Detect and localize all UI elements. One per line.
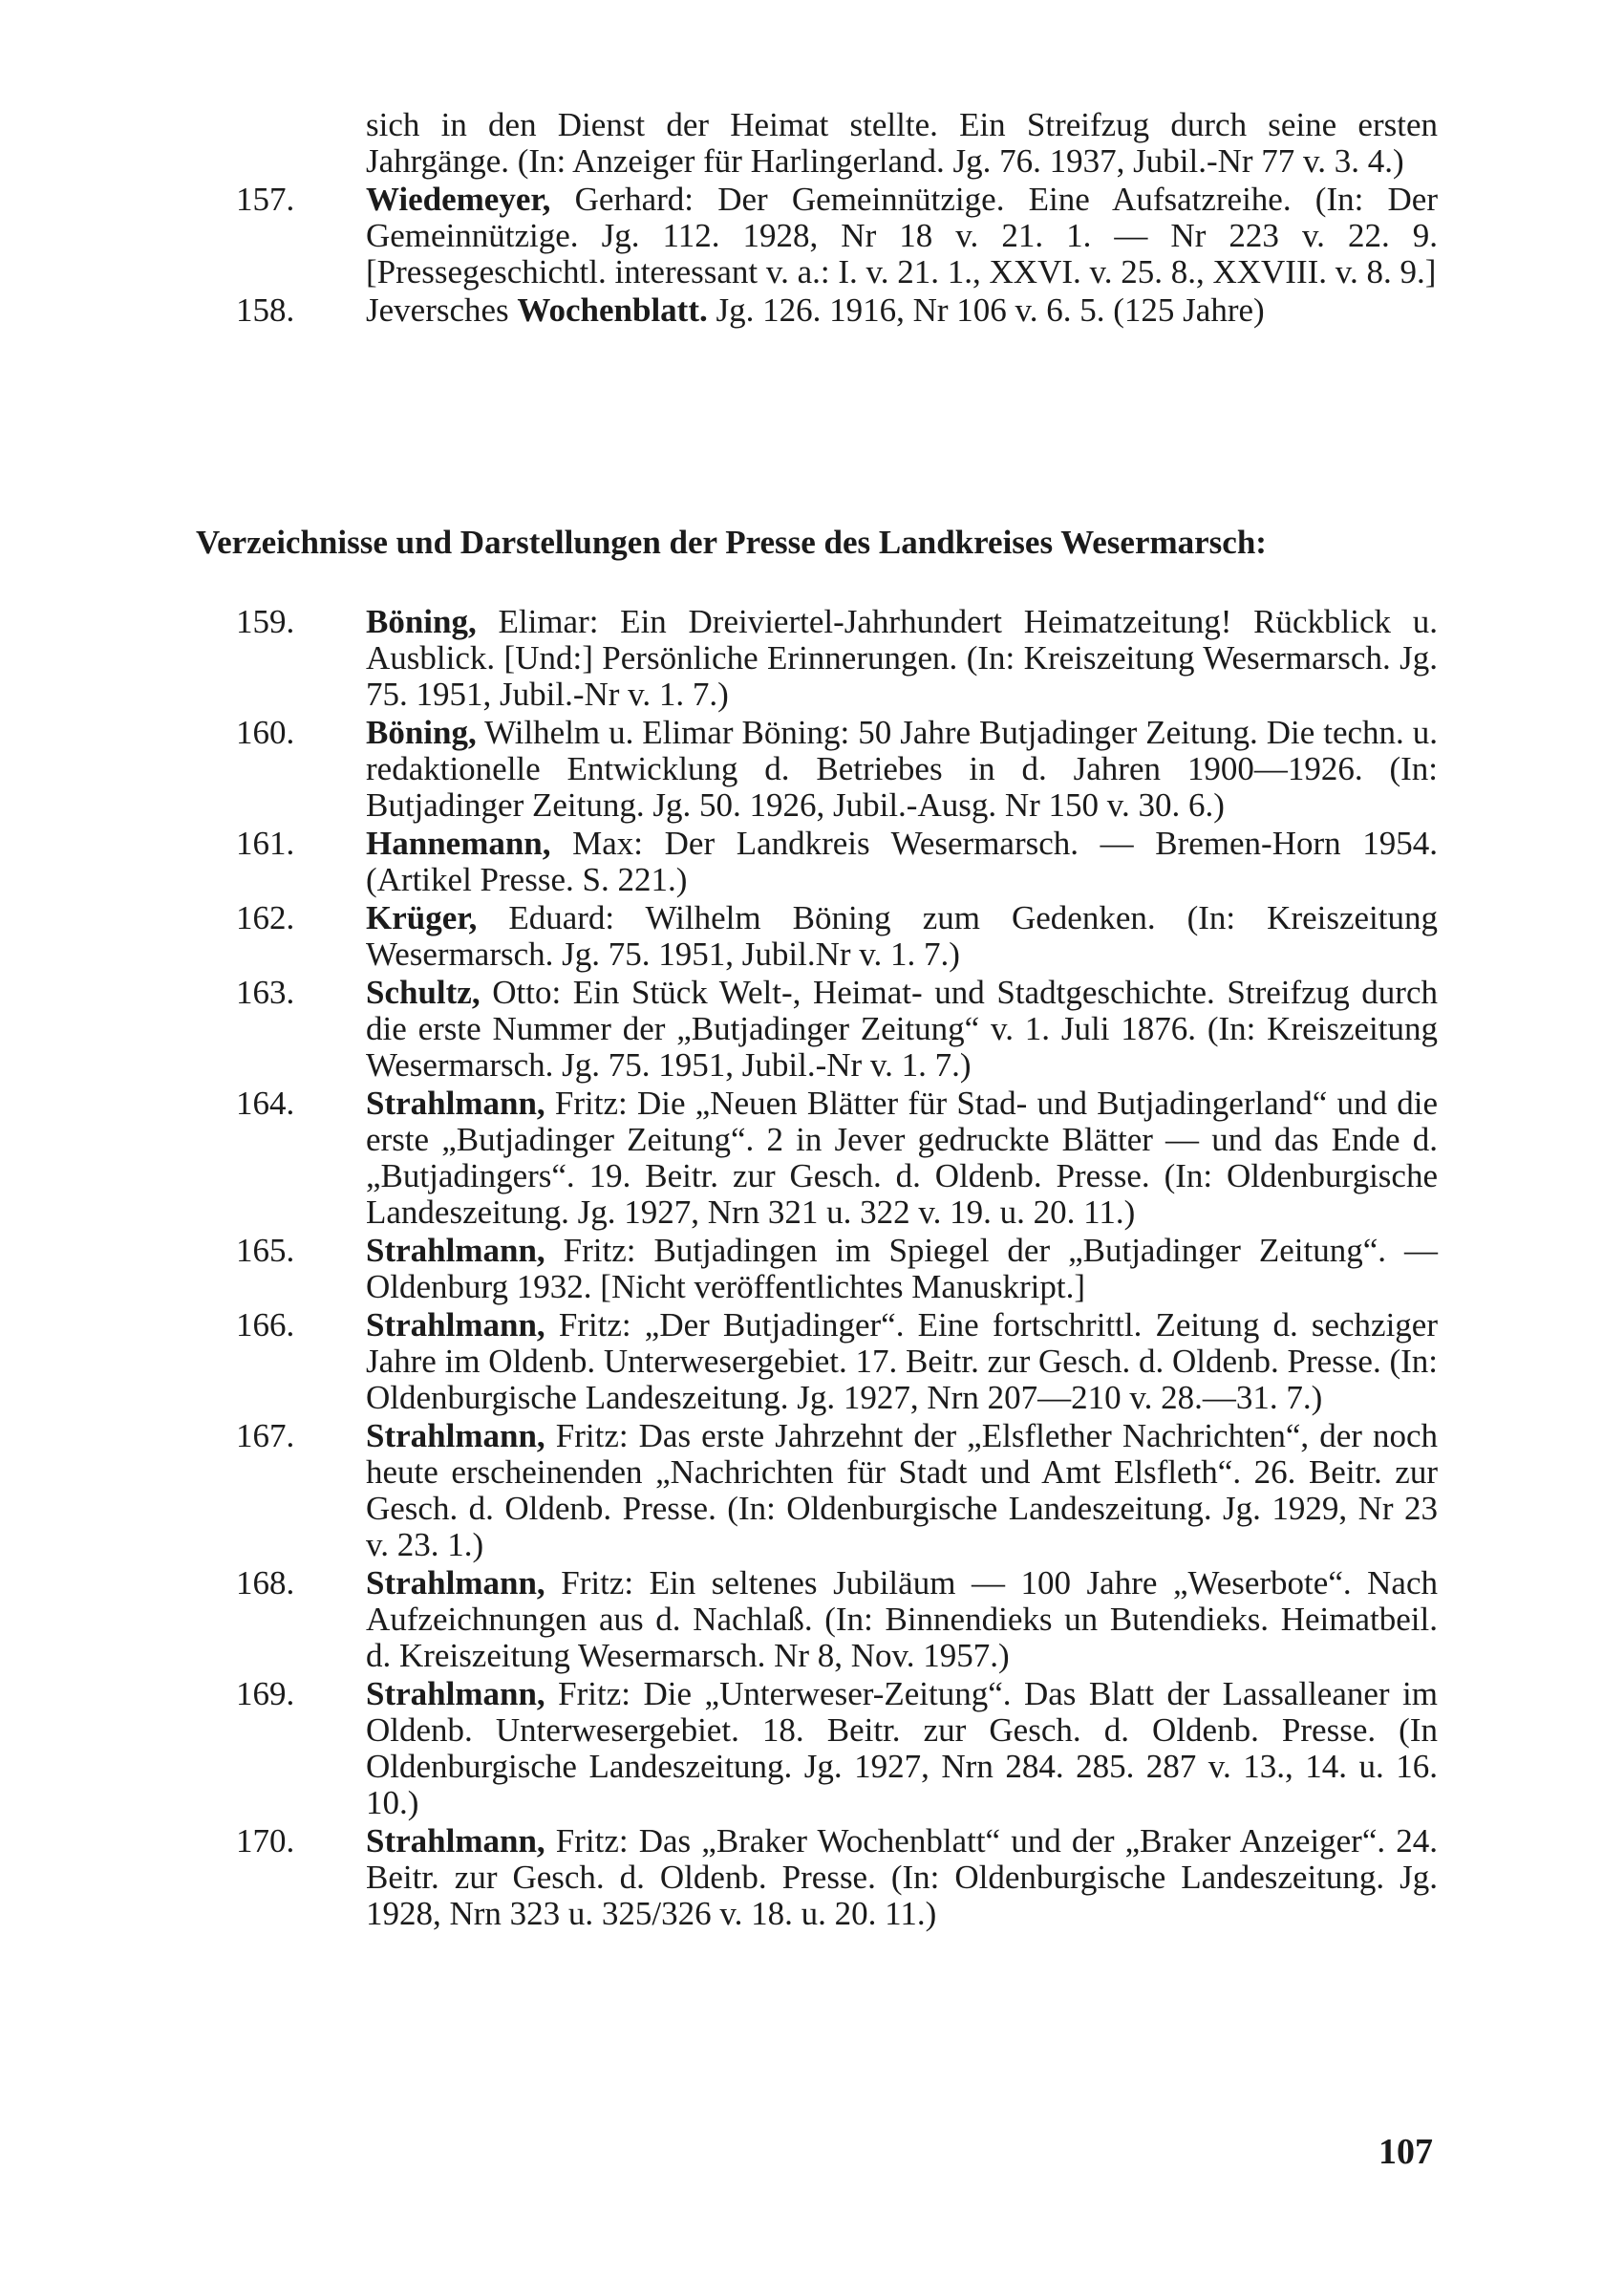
entry-author: Krüger,: [366, 899, 478, 936]
entry-text: Fritz: Die „Neuen Blätter für Stad- und Butjadingerland“ und die erste „Butjadinger Zeitung“. 2 in Jever gedruckte Blätter — und das Ende d. „Butjadingers“. 19. Beitr. zur Gesch. d. Oldenb. Presse. (In: Oldenburgische Landeszeitung. Jg. 1927, Nrn 321 u. 322 v. 19. u. 20. 11.): [366, 1085, 1438, 1231]
bib-entry-164: [196, 1086, 1438, 1231]
entry-author: Strahlmann,: [366, 1232, 545, 1269]
bib-entry-160: [196, 715, 1438, 824]
entry-number: 165.: [236, 1232, 295, 1269]
bib-entry-157: [196, 182, 1438, 290]
bib-entry-167: [196, 1418, 1438, 1563]
entry-author: Hannemann,: [366, 825, 551, 862]
bib-entry-159: [196, 604, 1438, 713]
bib-entry-158: [196, 292, 1438, 329]
entry-author: Böning,: [366, 714, 477, 751]
bib-entry-168: [196, 1565, 1438, 1674]
entry-number: 158.: [236, 291, 295, 329]
entry-number: 167.: [236, 1417, 295, 1454]
entry-author: Strahlmann,: [366, 1675, 545, 1712]
entry-number: 159.: [236, 603, 295, 640]
entry-text: Elimar: Ein Dreiviertel-Jahrhundert Heimatzeitung! Rückblick u. Ausblick. [Und:] Persönliche Erinnerungen. (In: Kreiszeitung Wesermarsch. Jg. 75. 1951, Jubil.-Nr v. 1. 7.): [366, 603, 1438, 713]
entry-number: 169.: [236, 1675, 295, 1712]
entry-text-prefix: Jeversches: [366, 291, 518, 329]
entry-author: Strahlmann,: [366, 1822, 545, 1860]
entry-text: Jg. 126. 1916, Nr 106 v. 6. 5. (125 Jahre): [707, 291, 1265, 329]
entry-author: Strahlmann,: [366, 1564, 545, 1602]
entries-list: [196, 604, 1438, 1932]
entry-text: Fritz: Die „Unterweser-Zeitung“. Das Blatt der Lassalleaner im Oldenb. Unterwesergebiet. 18. Beitr. zur Gesch. d. Oldenb. Presse. (In Oldenburgische Landeszeitung. Jg. 1927, Nrn 284. 285. 287 v. 13., 14. u. 16. 10.): [366, 1675, 1438, 1821]
entry-number: 168.: [236, 1564, 295, 1602]
entry-text: Max: Der Landkreis Wesermarsch. — Bremen-Horn 1954. (Artikel Presse. S. 221.): [366, 825, 1438, 898]
entry-number: 160.: [236, 714, 295, 751]
entry-text: Fritz: Ein seltenes Jubiläum — 100 Jahre „Weserbote“. Nach Aufzeichnungen aus d. Nachlaß. (In: Binnendieks un Butendieks. Heimatbeil. d. Kreiszeitung Wesermarsch. Nr 8, Nov. 1957.): [366, 1564, 1438, 1674]
entry-number: 157.: [236, 181, 295, 218]
entry-author: Strahlmann,: [366, 1085, 545, 1122]
entry-text: Otto: Ein Stück Welt-, Heimat- und Stadtgeschichte. Streifzug durch die erste Nummer der „Butjadinger Zeitung“ v. 1. Juli 1876. (In: Kreiszeitung Wesermarsch. Jg. 75. 1951, Jubil.-Nr v. 1. 7.): [366, 974, 1438, 1084]
entry-author: Wiedemeyer,: [366, 181, 551, 218]
entry-author: Schultz,: [366, 974, 481, 1011]
page-number: 107: [1378, 2132, 1433, 2172]
entry-number: 161.: [236, 825, 295, 862]
bib-entry-161: [196, 826, 1438, 898]
entry-number: 170.: [236, 1822, 295, 1860]
entry-author: Böning,: [366, 603, 477, 640]
bib-entry-165: [196, 1233, 1438, 1305]
entry-text: Fritz: „Der Butjadinger“. Eine fortschrittl. Zeitung d. sechziger Jahre im Oldenb. Unterwesergebiet. 17. Beitr. zur Gesch. d. Oldenb. Presse. (In: Oldenburgische Landeszeitung. Jg. 1927, Nrn 207—210 v. 28.—31. 7.): [366, 1306, 1438, 1416]
entry-text: Gerhard: Der Gemeinnützige. Eine Aufsatzreihe. (In: Der Gemeinnützige. Jg. 112. 1928, Nr 18 v. 21. 1. — Nr 223 v. 22. 9. [Pressegeschichtl. interessant v. a.: I. v. 21. 1., XXVI. v. 25. 8., XXVIII. v. 8. 9.]: [366, 181, 1438, 290]
entry-text: Fritz: Butjadingen im Spiegel der „Butjadinger Zeitung“. — Oldenburg 1932. [Nicht veröffentlichtes Manuskript.]: [366, 1232, 1438, 1305]
bib-entry-162: [196, 900, 1438, 973]
entry-title-bold: Wochenblatt.: [517, 291, 708, 329]
entry-text: Eduard: Wilhelm Böning zum Gedenken. (In: Kreiszeitung Wesermarsch. Jg. 75. 1951, Jubil.Nr v. 1. 7.): [366, 899, 1438, 973]
bib-entry-166: [196, 1307, 1438, 1416]
entry-number: 166.: [236, 1306, 295, 1344]
entry-author: Strahlmann,: [366, 1417, 545, 1454]
entry-number: 162.: [236, 899, 295, 936]
entry-number: 164.: [236, 1085, 295, 1122]
entry-number: 163.: [236, 974, 295, 1011]
entry-text: Fritz: Das erste Jahrzehnt der „Elsflether Nachrichten“, der noch heute erscheinenden „Nachrichten für Stadt und Amt Elsfleth“. 26. Beitr. zur Gesch. d. Oldenb. Presse. (In: Oldenburgische Landeszeitung. Jg. 1929, Nr 23 v. 23. 1.): [366, 1417, 1438, 1563]
section-heading: Verzeichnisse und Darstellungen der Presse des Landkreises Wesermarsch:: [196, 524, 1267, 561]
bib-entry-169: [196, 1676, 1438, 1821]
top-block: [196, 107, 1438, 329]
entry-text: Fritz: Das „Braker Wochenblatt“ und der „Braker Anzeiger“. 24. Beitr. zur Gesch. d. Oldenb. Presse. (In: Oldenburgische Landeszeitung. Jg. 1928, Nrn 323 u. 325/326 v. 18. u. 20. 11.): [366, 1822, 1438, 1932]
entry-author: Strahlmann,: [366, 1306, 545, 1344]
bib-entry-163: [196, 975, 1438, 1084]
entry-text: Wilhelm u. Elimar Böning: 50 Jahre Butjadinger Zeitung. Die techn. u. redaktionelle Entwicklung d. Betriebes in d. Jahren 1900—1926. (In: Butjadinger Zeitung. Jg. 50. 1926, Jubil.-Ausg. Nr 150 v. 30. 6.): [366, 714, 1438, 824]
bib-entry-170: [196, 1823, 1438, 1932]
continuation-text: sich in den Dienst der Heimat stellte. Ein Streifzug durch seine ersten Jahrgänge. (In: Anzeiger für Harlingerland. Jg. 76. 1937, Jubil.-Nr 77 v. 3. 4.): [366, 106, 1438, 180]
